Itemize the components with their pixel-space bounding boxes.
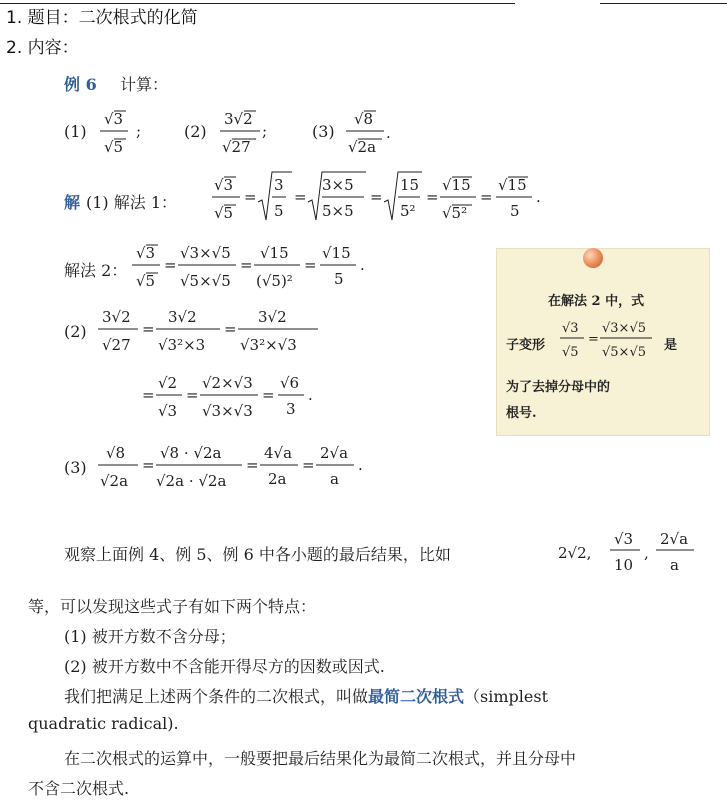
svg-text:=: =	[246, 456, 259, 474]
rule-line2: 不含二次根式.	[28, 779, 130, 798]
svg-text:=: =	[240, 256, 253, 274]
svg-text:√8: √8	[354, 110, 374, 128]
svg-text:√3×√5: √3×√5	[180, 244, 231, 262]
svg-text:=: =	[142, 320, 155, 338]
svg-text:.: .	[386, 124, 391, 142]
svg-text:√27: √27	[102, 336, 131, 354]
svg-text:√3²×3: √3²×3	[158, 336, 206, 354]
svg-text:5×5: 5×5	[322, 202, 354, 220]
example-item-2-label: (2)	[184, 122, 207, 141]
svg-text:3: 3	[274, 176, 284, 194]
svg-text:=: =	[224, 320, 237, 338]
svg-text:√15: √15	[498, 176, 527, 194]
svg-text:3: 3	[286, 400, 296, 418]
svg-text:√5: √5	[104, 138, 124, 156]
solution-method2-formula	[130, 236, 400, 296]
svg-text:.: .	[358, 456, 363, 474]
svg-text:.: .	[360, 256, 365, 274]
svg-text:√15: √15	[442, 176, 471, 194]
svg-text:√5²: √5²	[442, 204, 468, 222]
definition-line1	[64, 684, 548, 707]
solution-label: 解	[64, 193, 81, 212]
svg-text:a: a	[670, 556, 679, 574]
svg-text:=: =	[426, 188, 439, 206]
svg-text:.: .	[308, 386, 313, 404]
svg-text:√8 · √2a: √8 · √2a	[160, 444, 222, 462]
svg-text:√5×√5: √5×√5	[180, 272, 231, 290]
example-item-3-formula	[344, 104, 404, 160]
svg-text:2a: 2a	[268, 470, 287, 488]
svg-text:2√a: 2√a	[320, 444, 349, 462]
svg-text:=: =	[164, 256, 177, 274]
definition-prefix: 我们把满足上述两个条件的二次根式，叫做	[64, 687, 369, 706]
features-intro: 等，可以发现这些式子有如下两个特点：	[28, 597, 317, 616]
definition-english-open: （simplest	[464, 687, 549, 706]
svg-text:;: ;	[136, 122, 142, 140]
definition-line2: quadratic radical).	[28, 714, 179, 733]
svg-text:√8: √8	[106, 444, 126, 462]
svg-text:√3×√5: √3×√5	[602, 321, 647, 336]
svg-text:2√a: 2√a	[660, 530, 689, 548]
solution-part3-label: (3)	[64, 458, 87, 477]
svg-text:√5: √5	[214, 204, 234, 222]
svg-text:=: =	[186, 386, 199, 404]
svg-text:√3: √3	[104, 110, 124, 128]
example-item-2-formula	[216, 104, 276, 160]
svg-text:=: =	[370, 188, 383, 206]
feature-1: (1) 被开方数不含分母；	[64, 627, 236, 646]
side-note-line4: 根号.	[506, 406, 537, 421]
example-item-3-label: (3)	[312, 122, 335, 141]
svg-text:√3: √3	[214, 176, 234, 194]
solution-part3-formula	[96, 436, 396, 496]
svg-text:10: 10	[614, 556, 634, 574]
svg-text:√3²×√3: √3²×√3	[240, 336, 297, 354]
svg-text:,: ,	[644, 544, 649, 562]
svg-text:5: 5	[274, 202, 284, 220]
svg-text:√27: √27	[222, 138, 251, 156]
svg-text:√2a: √2a	[100, 472, 129, 490]
svg-text:(√5)²: (√5)²	[256, 272, 293, 290]
example-instruction: 计算：	[120, 75, 169, 94]
svg-text:=: =	[302, 456, 315, 474]
svg-text:√5×√5: √5×√5	[602, 345, 647, 360]
svg-text:=: =	[142, 456, 155, 474]
svg-text:5: 5	[334, 270, 344, 288]
svg-text:5: 5	[510, 202, 520, 220]
side-note-line2-prefix: 子变形	[506, 338, 546, 353]
solution-method2: 解法 2：	[64, 261, 128, 280]
side-note-line3: 为了去掉分母中的	[506, 380, 611, 395]
example-label: 例 6	[64, 75, 97, 94]
solution-part1-formula	[210, 168, 570, 228]
svg-text:2√2,: 2√2,	[558, 544, 592, 562]
svg-text:=: =	[262, 386, 275, 404]
pushpin-icon	[583, 248, 603, 268]
svg-text:√5: √5	[562, 345, 579, 360]
svg-text:.: .	[536, 188, 541, 206]
svg-text:=: =	[304, 256, 317, 274]
svg-text:√2a · √2a: √2a · √2a	[156, 472, 227, 490]
side-note-line1: 在解法 2 中，式	[548, 294, 645, 309]
svg-text:=: =	[294, 188, 307, 206]
svg-text:√2: √2	[158, 374, 178, 392]
svg-text:;: ;	[262, 122, 268, 140]
rule-line1: 在二次根式的运算中，一般要把最后结果化为最简二次根式，并且分母中	[64, 749, 577, 768]
svg-text:√15: √15	[260, 244, 289, 262]
svg-text:√3: √3	[614, 530, 634, 548]
svg-text:a: a	[330, 470, 339, 488]
svg-text:=: =	[244, 188, 257, 206]
svg-text:3×5: 3×5	[322, 176, 354, 194]
title-line: 1. 题目：二次根式的化简	[6, 8, 198, 28]
definition-term: 最简二次根式	[368, 687, 465, 706]
svg-text:√3: √3	[562, 321, 579, 336]
svg-text:5²: 5²	[400, 202, 416, 220]
svg-text:√2×√3: √2×√3	[202, 374, 253, 392]
svg-text:√2a: √2a	[348, 138, 377, 156]
solution-part2-formula-line2	[140, 366, 340, 426]
example-item-1-label: (1)	[64, 122, 87, 141]
svg-text:3√2: 3√2	[168, 308, 197, 326]
svg-text:3√2: 3√2	[102, 308, 131, 326]
svg-text:=: =	[480, 188, 493, 206]
solution-part1-method1: (1) 解法 1：	[86, 193, 178, 212]
svg-text:4√a: 4√a	[264, 444, 293, 462]
svg-text:√3: √3	[136, 244, 156, 262]
svg-text:√3×√3: √3×√3	[202, 402, 253, 420]
svg-text:=: =	[142, 386, 155, 404]
svg-text:√3: √3	[158, 402, 178, 420]
svg-text:15: 15	[400, 176, 420, 194]
content-label: 2. 内容：	[6, 38, 79, 58]
example-item-1-formula	[96, 104, 156, 160]
solution-part2-label: (2)	[64, 322, 87, 341]
observe-formulas	[556, 526, 724, 578]
svg-text:√5: √5	[136, 272, 156, 290]
side-note-line2-suffix: 是	[664, 338, 678, 353]
svg-text:√15: √15	[322, 244, 351, 262]
svg-text:3√2: 3√2	[224, 110, 253, 128]
svg-text:3√2: 3√2	[258, 308, 287, 326]
svg-text:=: =	[588, 332, 599, 347]
svg-text:√6: √6	[280, 374, 300, 392]
solution-part2-formula-line1	[96, 300, 336, 360]
feature-2: (2) 被开方数中不含能开得尽方的因数或因式.	[64, 657, 385, 676]
header-rule-right	[600, 3, 727, 4]
observe-text: 观察上面例 4、例 5、例 6 中各小题的最后结果，比如	[64, 545, 451, 564]
